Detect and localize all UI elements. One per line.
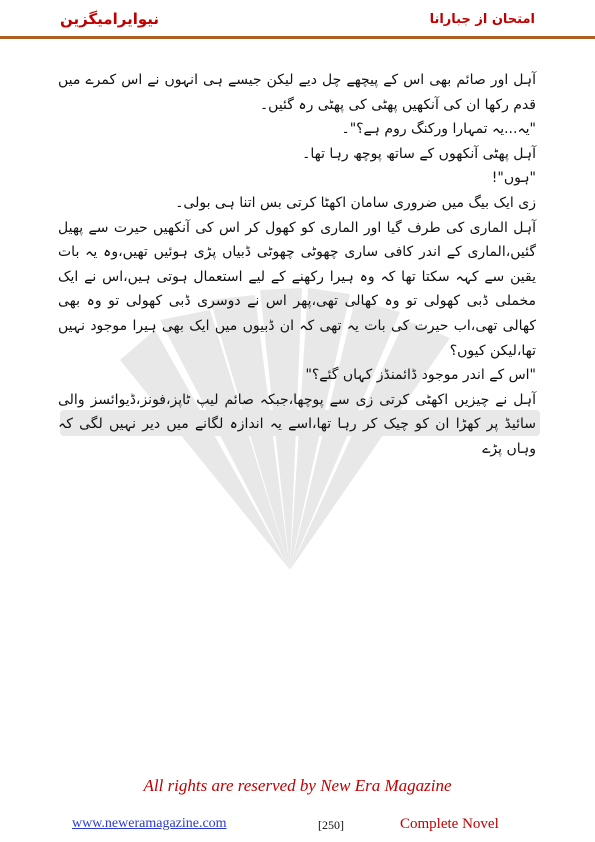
paragraph-3: آہل پھٹی آنکھوں کے ساتھ پوچھ رہا تھا۔ <box>302 145 536 162</box>
paragraph-7: "اس کے اندر موجود ڈائمنڈز کہاں گئے؟" <box>305 367 536 384</box>
paragraph-2: "یہ...یہ تمہارا ورکنگ روم ہے؟"۔ <box>341 121 536 138</box>
magazine-name: نیوایرامیگزین <box>60 10 160 28</box>
paragraph-8: آہل نے چیزیں اکھٹی کرتی زی سے پوچھا،جبکہ صائم لیپ ٹاپز،فونز،ڈیوائسز والی سائیڈ پر کھڑا ان کو چیک کر رہا تھا،اسے یہ اندازہ لگانے میں دیر نہیں لگی کہ وہاں پڑے <box>58 391 536 457</box>
novel-title: امتحان از جبارانا <box>429 12 535 27</box>
paragraph-1: آہل اور صائم بھی اس کے پیچھے چل دیے لیکن جیسے ہی انہوں نے اس کمرے میں قدم رکھا ان کی آنکھیں پھٹی کی پھٹی رہ گئیں۔ <box>58 72 536 113</box>
paragraph-4: "ہوں"! <box>491 170 536 187</box>
paragraph-6: آہل الماری کی طرف گیا اور الماری کو کھول کر اس کی آنکھیں حیرت سے پھیل گئیں،الماری کے اندر کافی ساری چھوٹی چھوٹی ڈبیاں پڑی ہوئیں تھیں،وہ یہ بات یقین سے کہہ سکتا تھا کہ وہ ہیرا رکھنے کے لیے استعمال ہوتی ہیں،اس نے ایک مخملی ڈبی کھولی تو وہ کھالی تھی،پھر اس نے دوسری ڈبی کھولی تو وہ بھی کھالی تھی،اب حیرت کی بات یہ تھی کہ ان ڈبیوں میں ایک بھی ہیرا موجود نہیں تھا،لیکن کیوں؟ <box>58 219 536 359</box>
website-link[interactable]: www.neweramagazine.com <box>72 816 227 831</box>
novel-text <box>58 68 536 462</box>
rights-notice: All rights are reserved by New Era Magazine <box>143 776 452 795</box>
paragraph-5: زی ایک بیگ میں ضروری سامان اکھٹا کرتی بس اتنا ہی بولی۔ <box>175 194 536 211</box>
page-header <box>0 0 595 40</box>
page-number: [250] <box>318 818 344 832</box>
complete-novel-label: Complete Novel <box>400 816 499 832</box>
header-divider <box>0 36 595 39</box>
